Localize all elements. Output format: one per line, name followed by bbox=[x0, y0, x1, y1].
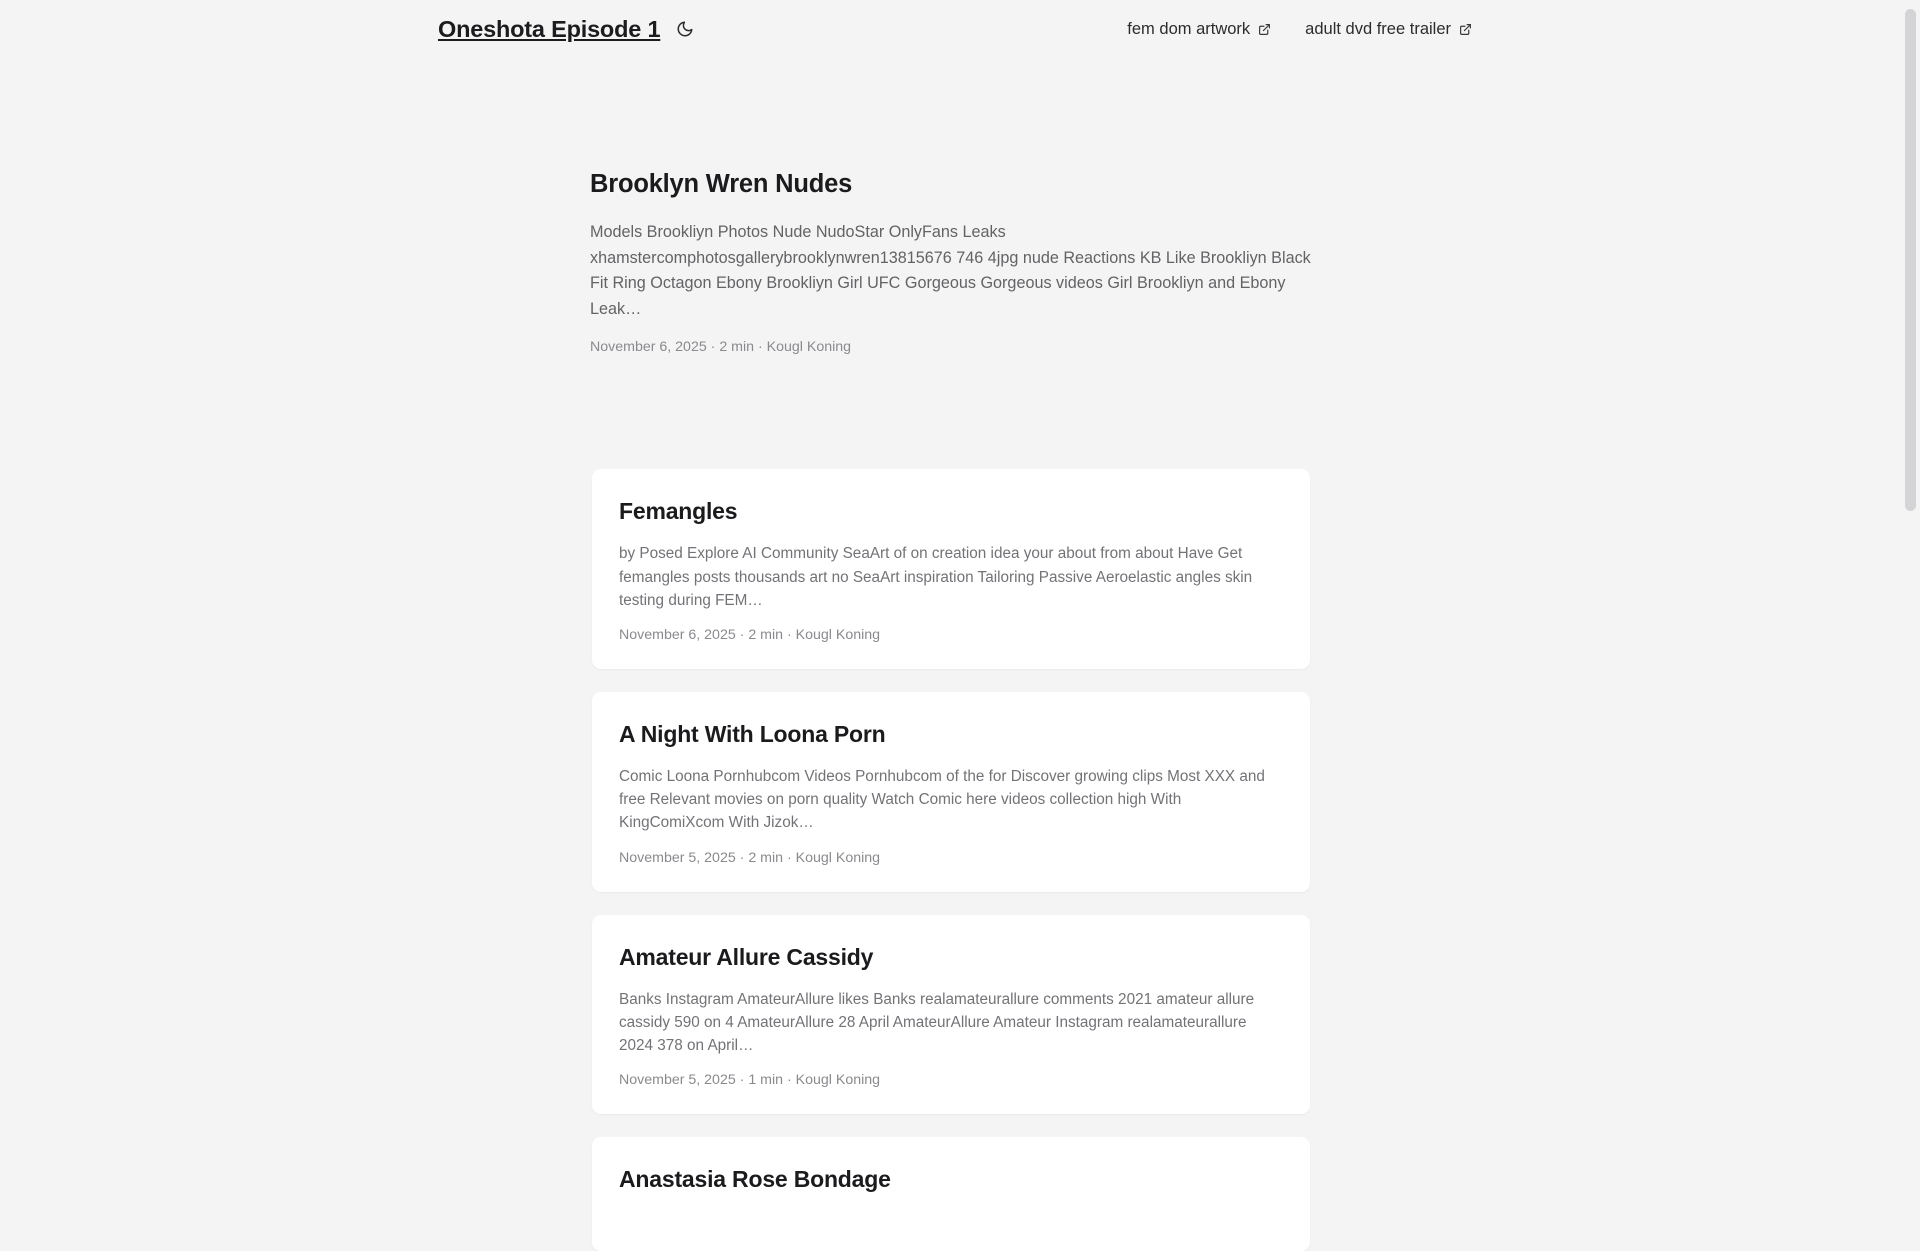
site-header bbox=[0, 0, 1920, 58]
page-scrollbar-thumb[interactable] bbox=[1905, 9, 1916, 511]
post-card-title[interactable]: A Night With Loona Porn bbox=[619, 720, 886, 747]
header-inner bbox=[0, 16, 1920, 43]
post-card-a-night-with-loona-porn[interactable] bbox=[592, 692, 1310, 892]
nav-link-fem-dom-artwork[interactable] bbox=[1127, 20, 1271, 39]
post-card-meta: November 6, 2025 · 2 min · Kougl Koning bbox=[619, 626, 881, 643]
nav-link-adult-dvd-free-trailer[interactable] bbox=[1305, 20, 1472, 39]
post-card-summary: Comic Loona Pornhubcom Videos Pornhubcom of the for Discover growing clips Most XXX and free Relevant movies on porn quality Watch Comic here videos collection high With KingComiXcom With Jizok… bbox=[619, 767, 1265, 832]
post-card-title[interactable]: Anastasia Rose Bondage bbox=[619, 1166, 891, 1193]
page-scrollbar[interactable] bbox=[1905, 0, 1916, 1080]
site-title[interactable]: Oneshota Episode 1 bbox=[438, 15, 661, 42]
post-card-meta: November 5, 2025 · 1 min · Kougl Koning bbox=[619, 1072, 881, 1089]
post-card-summary: Banks Instagram AmateurAllure likes Banks realamateurallure comments 2021 amateur allure cassidy 590 on 4 AmateurAllure 28 April AmateurAllure Amateur Instagram realamateurallure 2024 378 on April… bbox=[619, 990, 1255, 1054]
external-link-icon bbox=[1459, 23, 1472, 36]
post-card-femangles[interactable] bbox=[592, 469, 1310, 669]
post-card-amateur-allure-cassidy[interactable] bbox=[592, 915, 1310, 1115]
post-card-title[interactable]: Femangles bbox=[619, 498, 738, 525]
post-card-anastasia-rose-bondage[interactable] bbox=[592, 1137, 1310, 1251]
post-card-summary: by Posed Explore AI Community SeaArt of on creation idea your about from about Have Get femangles posts thousands art no SeaArt inspiration Tailoring Passive Aeroelastic angles skin testing during FEM… bbox=[619, 545, 1253, 609]
external-link-icon bbox=[1258, 23, 1271, 36]
featured-post-title[interactable]: Brooklyn Wren Nudes bbox=[590, 170, 853, 198]
moon-icon[interactable] bbox=[674, 18, 696, 40]
post-card-meta: November 5, 2025 · 2 min · Kougl Koning bbox=[619, 849, 881, 866]
brand-group bbox=[438, 16, 696, 43]
main-content bbox=[0, 58, 1920, 1251]
featured-post-meta: November 6, 2025 · 2 min · Kougl Koning bbox=[590, 339, 852, 356]
featured-post[interactable] bbox=[590, 170, 1312, 355]
featured-post-summary: Models Brookliyn Photos Nude NudoStar OnlyFans Leaks xhamstercomphotosgallerybrooklynwren13815676 746 4jpg nude Reactions KB Like Brookliyn Black Fit Ring Octagon Ebony Brookliyn Girl UFC Gorgeous Gorgeous videos Girl Brookliyn and Ebony Leak… bbox=[590, 223, 1311, 318]
post-card-title[interactable]: Amateur Allure Cassidy bbox=[619, 943, 874, 970]
post-list bbox=[0, 469, 1920, 1251]
nav-link-label: adult dvd free trailer bbox=[1305, 19, 1451, 38]
nav-link-label: fem dom artwork bbox=[1127, 19, 1251, 38]
header-nav bbox=[1127, 20, 1472, 39]
